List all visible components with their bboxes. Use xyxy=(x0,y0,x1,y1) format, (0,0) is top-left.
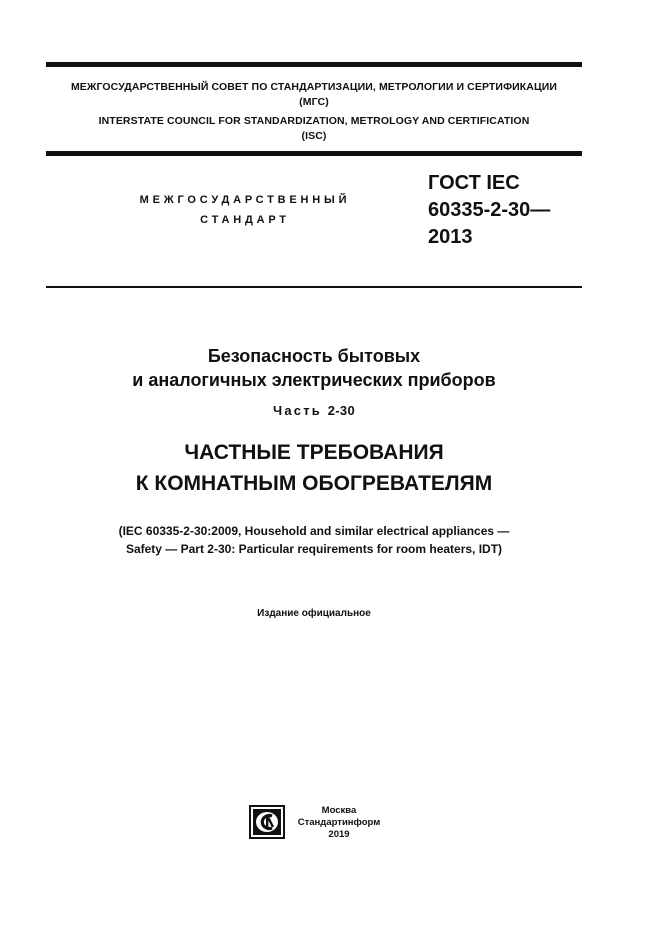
top-rule xyxy=(46,62,582,67)
standard-type-label xyxy=(100,190,390,230)
council-name-ru: МЕЖГОСУДАРСТВЕННЫЙ СОВЕТ ПО СТАНДАРТИЗАЦИИ, МЕТРОЛОГИИ И СЕРТИФИКАЦИИ xyxy=(70,81,558,93)
council-name-en: INTERSTATE COUNCIL FOR STANDARDIZATION, METROLOGY AND CERTIFICATION xyxy=(98,115,530,127)
main-title-line1: ЧАСТНЫЕ ТРЕБОВАНИЯ xyxy=(184,441,444,464)
part-number: 2-30 xyxy=(327,403,355,418)
part-word: Часть xyxy=(273,403,322,418)
subject-line1: Безопасность бытовых xyxy=(207,346,421,366)
part-label xyxy=(46,403,582,418)
designation-line1: ГОСТ IEC xyxy=(428,172,520,194)
main-title xyxy=(46,437,582,499)
iec-reference-line1: (IEC 60335-2-30:2009, Household and similar electrical appliances — xyxy=(118,524,510,538)
document-subject xyxy=(46,344,582,392)
designation-divider-rule xyxy=(46,286,582,288)
iec-reference xyxy=(46,522,582,558)
standard-type-line1: МЕЖГОСУДАРСТВЕННЫЙ xyxy=(139,194,351,206)
standard-type-line2: СТАНДАРТ xyxy=(200,214,290,226)
designation-line3: 2013 xyxy=(428,226,473,248)
subject-line2: и аналогичных электрических приборов xyxy=(132,370,496,390)
header-divider-rule xyxy=(46,151,582,156)
standartinform-logo-icon xyxy=(249,805,285,839)
designation-line2: 60335-2-30— xyxy=(428,199,551,221)
publisher-name: Стандартинформ xyxy=(297,817,381,828)
standard-designation xyxy=(428,170,598,251)
main-title-line2: К КОМНАТНЫМ ОБОГРЕВАТЕЛЯМ xyxy=(135,472,493,495)
council-header xyxy=(46,80,582,144)
publication-year: 2019 xyxy=(328,829,350,840)
iec-reference-line2: Safety — Part 2-30: Particular requirements for room heaters, IDT) xyxy=(125,542,503,556)
edition-label: Издание официальное xyxy=(257,608,371,619)
council-abbr-ru: (МГС) xyxy=(299,96,329,108)
council-abbr-en: (ISC) xyxy=(301,130,327,142)
publisher-city: Москва xyxy=(321,805,357,816)
publisher-info xyxy=(292,805,386,841)
